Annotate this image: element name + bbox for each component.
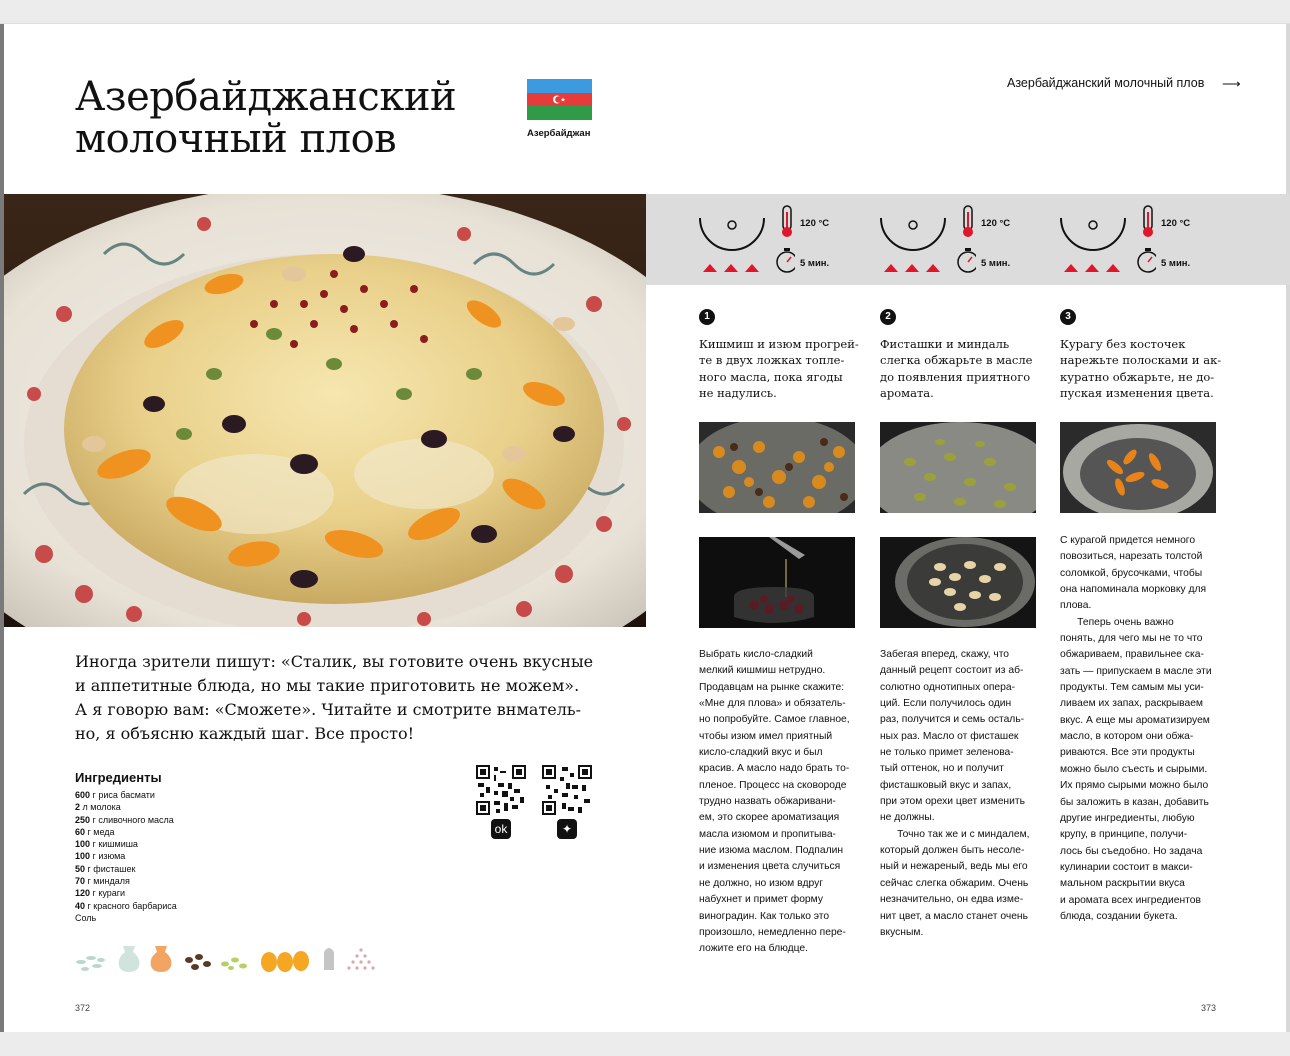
title-line-2: молочный плов	[75, 116, 397, 162]
intro-line: и аппетитные блюда, но мы такие приготовить не можем».	[75, 676, 580, 695]
step-3-settings	[1056, 198, 1216, 280]
step-temperature: 120 °С	[981, 218, 1011, 229]
step-1-text: Кишмиш и изюм прогрей- те в двух ложках топле- ного масла, пока ягоды не надулись.	[699, 337, 859, 400]
page-edge-right	[1286, 24, 1290, 1032]
qr-code-icon[interactable]	[542, 765, 592, 815]
intro-line: Иногда зрители пишут: «Сталик, вы готовите очень вкусные	[75, 652, 594, 671]
intro-line: но, я объясню каждый шаг. Все просто!	[75, 724, 415, 743]
ingredient-item: 70 г миндаля	[75, 876, 130, 887]
milk-jug-icon	[119, 946, 140, 972]
barberry-icon	[347, 948, 374, 969]
step-number-3: 3	[1060, 309, 1076, 325]
step-temperature: 120 °С	[800, 218, 830, 229]
step-time: 5 мин.	[800, 258, 830, 269]
step-temperature: 120 °С	[1161, 218, 1191, 229]
apricots-icon	[261, 951, 309, 972]
step-3-text: Курагу без косточек нарежьте полосками и ак- куратно обжарьте, не до- пуская изменения цвета.	[1060, 337, 1222, 400]
hero-plov-photo	[4, 194, 646, 627]
ingredient-item: 250 г сливочного масла	[75, 814, 174, 825]
body-column-1: Выбрать кисло-сладкий мелкий кишмиш нетрудно. Продавцам на рынке скажите: «Мне для плова» и обязатель- но попробуйте. Самое главное, чтобы изюм имел приятный кисло-сладкий вкус и был красив. А масло надо брать то- пленое. Процесс на сковороде трудно назвать обжаривани- ем, это скорее ароматизация масла изюмом и пропитыва- ние изюма маслом. Подпалин и изменения цвета случиться не должно, но изюм вдруг набухнет и примет форму виноградин. Как только это произошло, немедленно пере- ложите его на блюдце.	[699, 649, 850, 955]
butter-jug-icon	[151, 946, 172, 972]
country-label: Азербайджан	[527, 128, 591, 139]
arrow-right-icon[interactable]: ⟶	[1222, 76, 1241, 91]
next-recipe-link[interactable]: Азербайджанский молочный плов	[1007, 76, 1205, 90]
step-time: 5 мин.	[1161, 258, 1191, 269]
ingredient-item: 2 л молока	[75, 802, 121, 813]
pistachios-frying-photo	[880, 422, 1036, 513]
step-2-settings	[876, 198, 1036, 280]
raisins-frying-photo	[699, 422, 855, 513]
step-number-1: 1	[699, 309, 715, 325]
body-column-2: Забегая вперед, скажу, что данный рецепт состоит из аб- солютно однотипных опера- ций. Если получилось один раз, получится и семь осталь- ных раз. Масло от фисташек не только примет зеленова- тый оттенок, но и получит фисташковый вкус и запах, при этом орехи цвет изменить не должны. Точно так же и с миндалем, который должен быть несоле- ный и нежареный, ведь мы его сейчас слегка обжарим. Очень незначительно, он едва изме- нит цвет, а масло станет очень вкусным.	[880, 649, 1030, 938]
qr-code-icon[interactable]	[476, 765, 526, 815]
step-number-2: 2	[880, 309, 896, 325]
intro-paragraph	[75, 650, 595, 746]
ingredient-item: 60 г меда	[75, 826, 115, 837]
step-1-settings	[695, 198, 855, 280]
ingredient-item: 120 г кураги	[75, 888, 126, 899]
page-number-right: 373	[1201, 1003, 1217, 1013]
zen-icon[interactable]: ✦	[557, 819, 577, 839]
intro-line: А я говорю вам: «Сможете». Читайте и смотрите внматель-	[75, 700, 582, 719]
step-2-text: Фисташки и миндаль слегка обжарьте в масле до появления приятного аромата.	[880, 337, 1033, 400]
odnoklassniki-icon[interactable]: ok	[491, 819, 511, 839]
ingredient-item: 100 г изюма	[75, 851, 126, 862]
ingredient-item: 50 г фисташек	[75, 863, 136, 874]
title-line-1: Азербайджанский	[75, 74, 457, 120]
butter-pouring-photo	[699, 537, 855, 628]
recipe-title	[75, 76, 456, 160]
step-time: 5 мин.	[981, 258, 1011, 269]
ingredient-item: Соль	[75, 912, 97, 923]
ingredient-item: 600 г риса басмати	[75, 790, 155, 800]
rice-icon	[76, 956, 105, 971]
ingredients-heading: Ингредиенты	[75, 770, 162, 785]
ingredient-item: 100 г кишмиша	[75, 839, 138, 850]
salt-icon	[324, 948, 334, 970]
apricots-frying-photo	[1060, 422, 1216, 513]
ingredients-list	[75, 789, 177, 924]
ingredient-icons-row	[75, 942, 385, 974]
pistachios-icon	[221, 958, 247, 971]
ingredient-item: 40 г красного барбариса	[75, 900, 177, 911]
raisins-icon	[185, 954, 211, 970]
page-number-left: 372	[75, 1003, 91, 1013]
azerbaijan-flag-icon	[527, 79, 592, 120]
body-column-3: С курагой придется немного повозиться, нарезать толстой соломкой, брусочками, чтобы она напоминала морковку для плова. Теперь очень важно понять, для чего мы не то что обжариваем, правильнее ска- зать — припускаем в масле эти продукты. Тем самым мы уси- ливаем их запах, раскрываем вкус. А еще мы ароматизируем масло, в котором они обжа- риваются. Все эти продукты можно было съесть и сырыми. Их прямо сырыми можно было бы заложить в казан, добавить другие ингредиенты, любую крупу, в принципе, получи- лось бы съедобно. Но задача кулинарии состоит в макси- мальном раскрытии вкуса и аромата всех ингредиентов блюда, создании букета.	[1060, 535, 1212, 922]
almonds-frying-photo	[880, 537, 1036, 628]
